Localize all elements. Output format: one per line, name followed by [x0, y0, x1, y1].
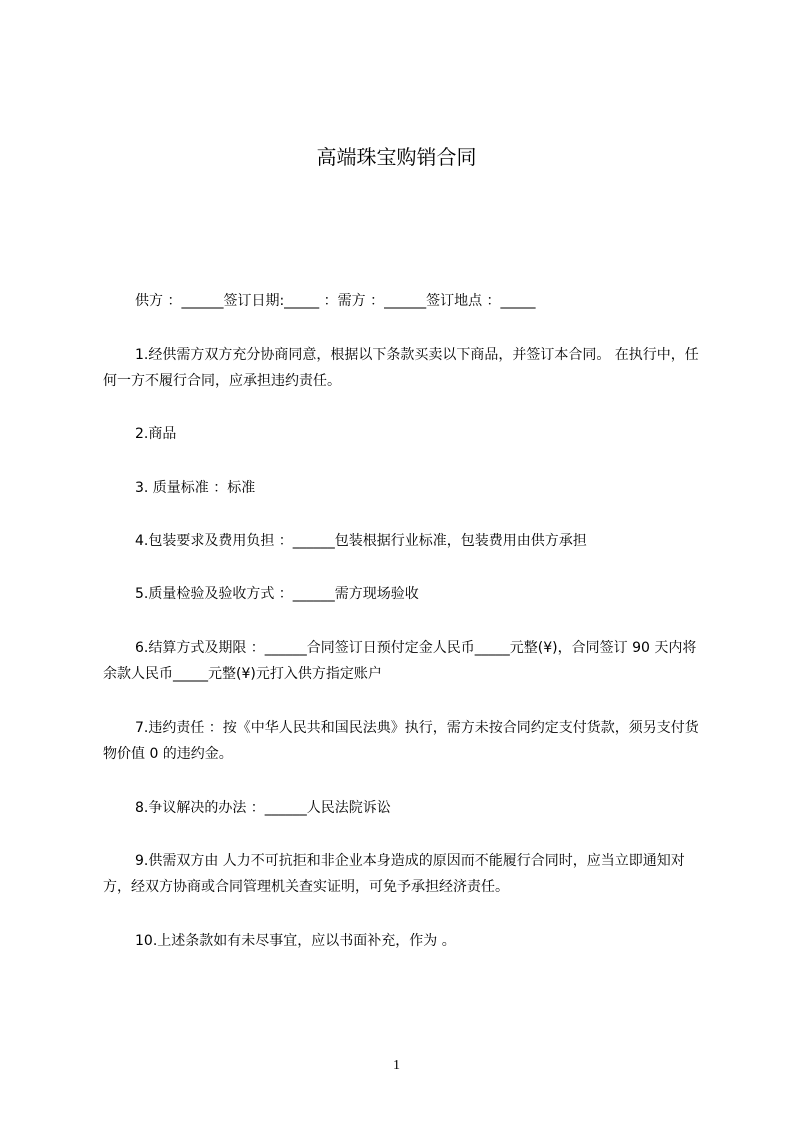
clause-8: 8.争议解决的办法 ：______人民法院诉讼: [135, 800, 391, 816]
clause-10: 10.上述条款如有未尽事宜，应以书面补充，作为 。: [135, 933, 456, 949]
document-title: 高端珠宝购销合同: [316, 145, 477, 169]
clause-7: 7.违约责任 ：按《中华人民共和国民法典》执行，需方未按合同约定支付货款，须另支付货物价值 0 的违约金。: [103, 720, 699, 762]
header-line: 供方 ：______签订日期:_____ ：需方 ：______签订地点 ：_____: [135, 293, 536, 309]
clause-9: 9.供需双方由 人力不可抗拒和非企业本身造成的原因而不能履行合同时，应当立即通知对方，经双方协商或合同管理机关查实证明，可免予承担经济责任。: [103, 853, 685, 895]
clause-1: 1.经供需方双方充分协商同意，根据以下条款买卖以下商品，并签订本合同。 在执行中，任何一方不履行合同，应承担违约责任。: [103, 347, 699, 389]
clause-3: 3. 质量标准 ：标准: [135, 480, 256, 496]
clause-5: 5.质量检验及验收方式 ：______需方现场验收: [135, 586, 419, 602]
clause-6: 6.结算方式及期限 ：______合同签订日预付定金人民币_____元整(¥)，合同签订 90 天内将余款人民币_____元整(¥)元打入供方指定账户: [103, 640, 697, 682]
clause-4: 4.包装要求及费用负担 ：______包装根据行业标准，包装费用由供方承担: [135, 533, 587, 549]
clause-2: 2.商品: [135, 426, 177, 442]
page-number: 1: [393, 1058, 400, 1073]
